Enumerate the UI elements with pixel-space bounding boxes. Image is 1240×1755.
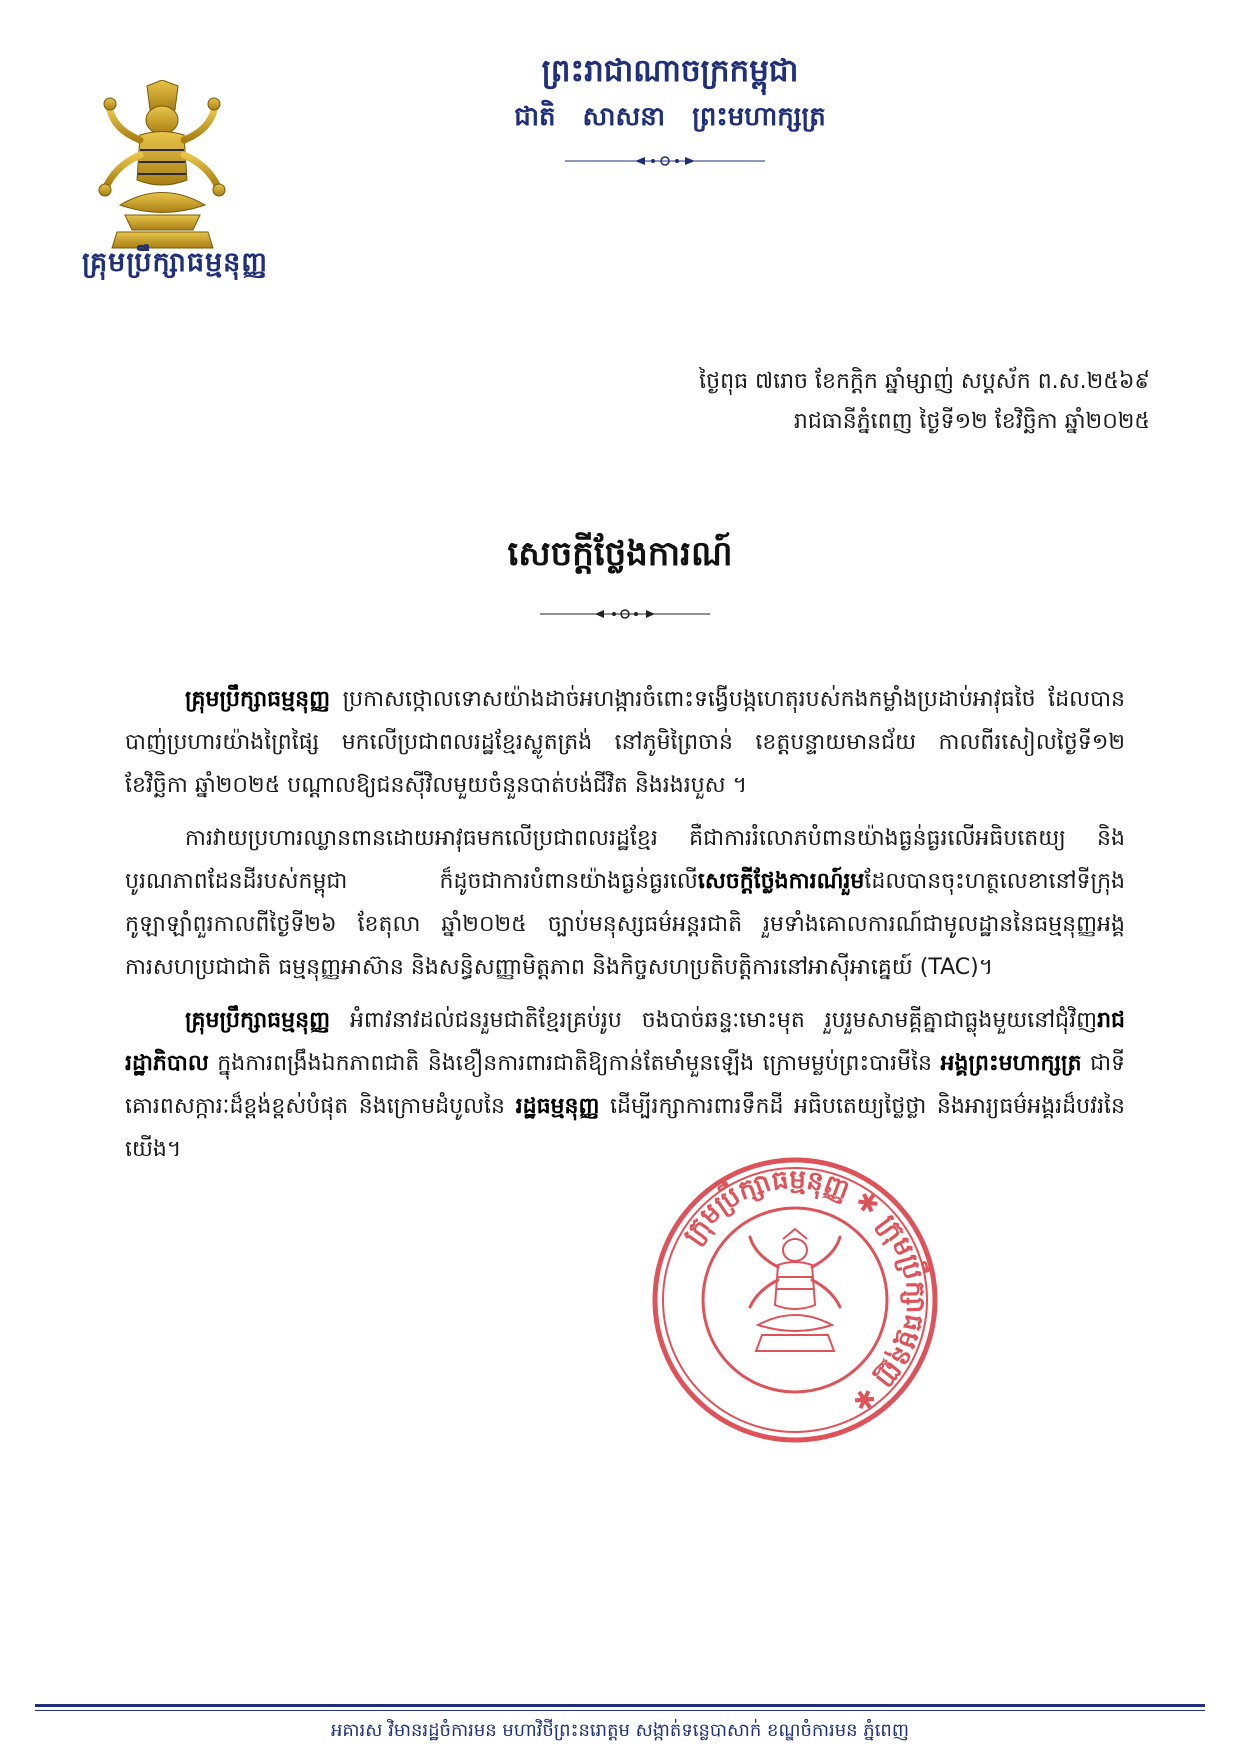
paragraph-text: ជាទីគោរពសក្ការៈដ៏ខ្ពង់ខ្ពស់បំផុត និងក្រោមដំបូលនៃ <box>125 1051 1125 1119</box>
official-seal-stamp <box>650 1155 940 1445</box>
paragraph-2 <box>125 817 1125 989</box>
document-body <box>125 678 1125 1181</box>
government-bold: រាជរដ្ឋាភិបាល <box>125 1008 1125 1076</box>
header-ornament-divider <box>565 152 765 170</box>
footer-address: អគារស វិមានរដ្ឋចំការមន មហាវិថីព្រះនរោត្តម សង្កាត់ទន្លេបាសាក់ ខណ្ឌចំការមន ភ្នំពេញ <box>330 1720 909 1741</box>
paragraph-text: ដែលបានចុះហត្ថលេខានៅទីក្រុងកូឡាឡាំពួរកាលពីថ្ងៃទី២៦ ខែតុលា ឆ្នាំ២០២៥ ច្បាប់មនុស្សធម៌អន្តរជាតិ រួមទាំងគោលការណ៍ជាមូលដ្ឋាននៃធម្មនុញ្ញអង្គការសហប្រជាជាតិ ធម្មនុញ្ញអាស៊ាន និងសន្ធិសញ្ញាមិត្តភាព និងកិច្ចសហប្រតិបត្តិការនៅអាស៊ីអាគ្នេយ៍ (TAC)។ <box>125 869 1125 980</box>
organization-name: គ្រុមប្រឹក្សាធម្មនុញ្ញ <box>82 247 268 278</box>
gregorian-date: រាជធានីភ្នំពេញ ថ្ងៃទី១២ ខែវិច្ឆិកា ឆ្នាំ២០២៥ <box>793 409 1150 434</box>
footer-rule-thin <box>35 1710 1205 1711</box>
paragraph-1 <box>125 678 1125 807</box>
national-motto: ជាតិ សាសនា ព្រះមហាក្សត្រ <box>514 102 826 132</box>
organization-bold: គ្រុមប្រឹក្សាធម្មនុញ្ញ <box>185 687 331 712</box>
constitution-bold: រដ្ឋធម្មនុញ្ញ <box>515 1094 600 1119</box>
king-bold: អង្គព្រះមហាក្សត្រ <box>940 1051 1082 1076</box>
constitutional-council-emblem-icon <box>95 80 230 255</box>
document-title: សេចក្តីថ្លែងការណ៍ <box>507 534 733 574</box>
title-ornament-divider <box>540 605 710 623</box>
paragraph-text: ប្រកាសថ្កោលទោសយ៉ាងដាច់អហង្ការចំពោះទង្វើបង្កហេតុរបស់កងកម្លាំងប្រដាប់អាវុធថៃ ដែលបានបាញ់ប្រហារយ៉ាងព្រៃផ្សៃ មកលើប្រជាពលរដ្ឋខ្មែរស្លូតត្រង់ នៅភូមិព្រៃចាន់ ខេត្តបន្ទាយមានជ័យ កាលពីរសៀលថ្ងៃទី១២ ខែវិច្ឆិកា ឆ្នាំ២០២៥ បណ្តាលឱ្យជនស៊ីវិលមួយចំនួនបាត់បង់ជីវិត និងរងរបួស ។ <box>125 687 1125 798</box>
paragraph-text: អំពាវនាវដល់ជនរួមជាតិខ្មែរគ្រប់រូប ចងបាច់ឆន្ទៈមោះមុត រួបរួមសាមគ្គីគ្នាជាធ្លុងមួយនៅជុំវិញ <box>330 1008 1098 1033</box>
organization-bold: គ្រុមប្រឹក្សាធម្មនុញ្ញ <box>185 1008 331 1033</box>
lunar-date: ថ្ងៃពុធ ៧រោច ខែកក្តិក ឆ្នាំម្សាញ់ សប្តស័ក ព.ស.២៥៦៩ <box>699 369 1150 394</box>
kingdom-heading: ព្រះរាជាណាចក្រកម្ពុជា <box>541 53 799 89</box>
paragraph-text: ដើម្បីរក្សាការពារទឹកដី អធិបតេយ្យថ្លៃថ្លា និងអារ្យធម៌អង្គរដ៏បវរនៃយើង។ <box>125 1094 1125 1162</box>
paragraph-3 <box>125 999 1125 1171</box>
footer-rule <box>35 1704 1205 1707</box>
paragraph-text: ការវាយប្រហារឈ្លានពានដោយអាវុធមកលើប្រជាពលរដ្ឋខ្មែរ គឺជាការរំលោភបំពានយ៉ាងធ្ងន់ធ្ងរលើអធិបតេយ្យ និងបូរណភាពដែនដីរបស់កម្ពុជា ក៏ដូចជាការបំពានយ៉ាងធ្ងន់ធ្ងរលើ <box>125 826 1125 894</box>
svg-text:ក្រុមប្រឹក្សាធម្មនុញ្ញ ✱ ក្រុម: ក្រុមប្រឹក្សាធម្មនុញ្ញ ✱ ក្រុមប្រឹក្សាធម្មនុញ្ញ ✱ <box>677 1164 931 1417</box>
joint-statement-bold: សេចក្តីថ្លែងការណ៍រួម <box>697 869 865 894</box>
paragraph-text: ក្នុងការពង្រឹងឯកភាពជាតិ និងខឿនការពារជាតិឱ្យកាន់តែមាំមួនឡើង ក្រោមម្លប់ព្រះបារមីនៃ <box>208 1051 941 1076</box>
